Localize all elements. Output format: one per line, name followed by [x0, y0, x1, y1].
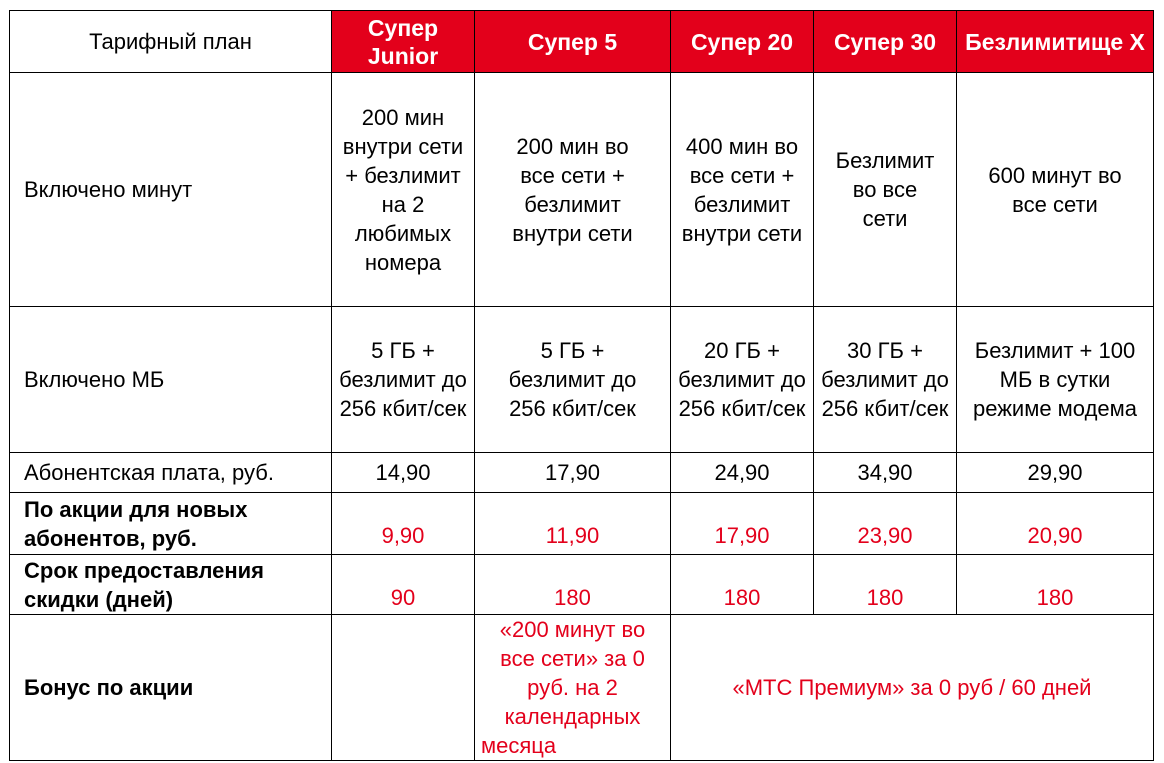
mb-cell-super-20: 20 ГБ + безлимит до 256 кбит/сек: [671, 307, 814, 453]
minutes-row-label: Включено минут: [10, 73, 332, 307]
minutes-cell-super-5: 200 мин во все сети + безлимит внутри сети: [475, 73, 671, 307]
plan-super-30-header: Супер 30: [814, 11, 957, 73]
mb-row-label: Включено МБ: [10, 307, 332, 453]
mb-cell-super-junior: 5 ГБ + безлимит до 256 кбит/сек: [332, 307, 475, 453]
fee-row-label: Абонентская плата, руб.: [10, 453, 332, 493]
period-cell-bezlimitishche-x: 180: [957, 555, 1154, 615]
minutes-row: [10, 73, 1154, 307]
mb-cell-super-5: 5 ГБ + безлимит до 256 кбит/сек: [475, 307, 671, 453]
plan-super-junior-header: Супер Junior: [332, 11, 475, 73]
bonus-row-label: Бонус по акции: [10, 615, 332, 761]
plan-super-5-header: Супер 5: [475, 11, 671, 73]
period-cell-super-5: 180: [475, 555, 671, 615]
promo-cell-super-30: 23,90: [814, 493, 957, 555]
fee-cell-super-30: 34,90: [814, 453, 957, 493]
tariff-comparison-table: [9, 10, 1154, 761]
promo-cell-super-5: 11,90: [475, 493, 671, 555]
period-cell-super-junior: 90: [332, 555, 475, 615]
promo-row-label: По акции для новых абонентов, руб.: [10, 493, 332, 555]
period-cell-super-30: 180: [814, 555, 957, 615]
tariff-plan-header: Тарифный план: [10, 11, 332, 73]
promo-cell-super-20: 17,90: [671, 493, 814, 555]
header-row: [10, 11, 1154, 73]
bonus-cell-premium: «МТС Премиум» за 0 руб / 60 дней: [671, 615, 1154, 761]
fee-cell-super-junior: 14,90: [332, 453, 475, 493]
promo-row: [10, 493, 1154, 555]
period-row: [10, 555, 1154, 615]
minutes-cell-super-20: 400 мин во все сети + безлимит внутри сети: [671, 73, 814, 307]
minutes-cell-super-30: Безлимит во все сети: [814, 73, 957, 307]
fee-cell-bezlimitishche-x: 29,90: [957, 453, 1154, 493]
promo-cell-super-junior: 9,90: [332, 493, 475, 555]
bonus-cell-super-5: «200 минут во все сети» за 0 руб. на 2 календарных месяца: [475, 615, 671, 761]
promo-cell-bezlimitishche-x: 20,90: [957, 493, 1154, 555]
minutes-cell-bezlimitishche-x: 600 минут во все сети: [957, 73, 1154, 307]
fee-cell-super-20: 24,90: [671, 453, 814, 493]
bonus-row: [10, 615, 1154, 761]
plan-bezlimitishche-x-header: Безлимитище Х: [957, 11, 1154, 73]
mb-cell-super-30: 30 ГБ + безлимит до 256 кбит/сек: [814, 307, 957, 453]
plan-super-20-header: Супер 20: [671, 11, 814, 73]
mb-cell-bezlimitishche-x: Безлимит + 100 МБ в сутки режиме модема: [957, 307, 1154, 453]
period-row-label: Срок предоставления скидки (дней): [10, 555, 332, 615]
period-cell-super-20: 180: [671, 555, 814, 615]
minutes-cell-super-junior: 200 мин внутри сети + безлимит на 2 любимых номера: [332, 73, 475, 307]
fee-row: [10, 453, 1154, 493]
fee-cell-super-5: 17,90: [475, 453, 671, 493]
mb-row: [10, 307, 1154, 453]
bonus-cell-super-junior-empty: [332, 615, 475, 761]
